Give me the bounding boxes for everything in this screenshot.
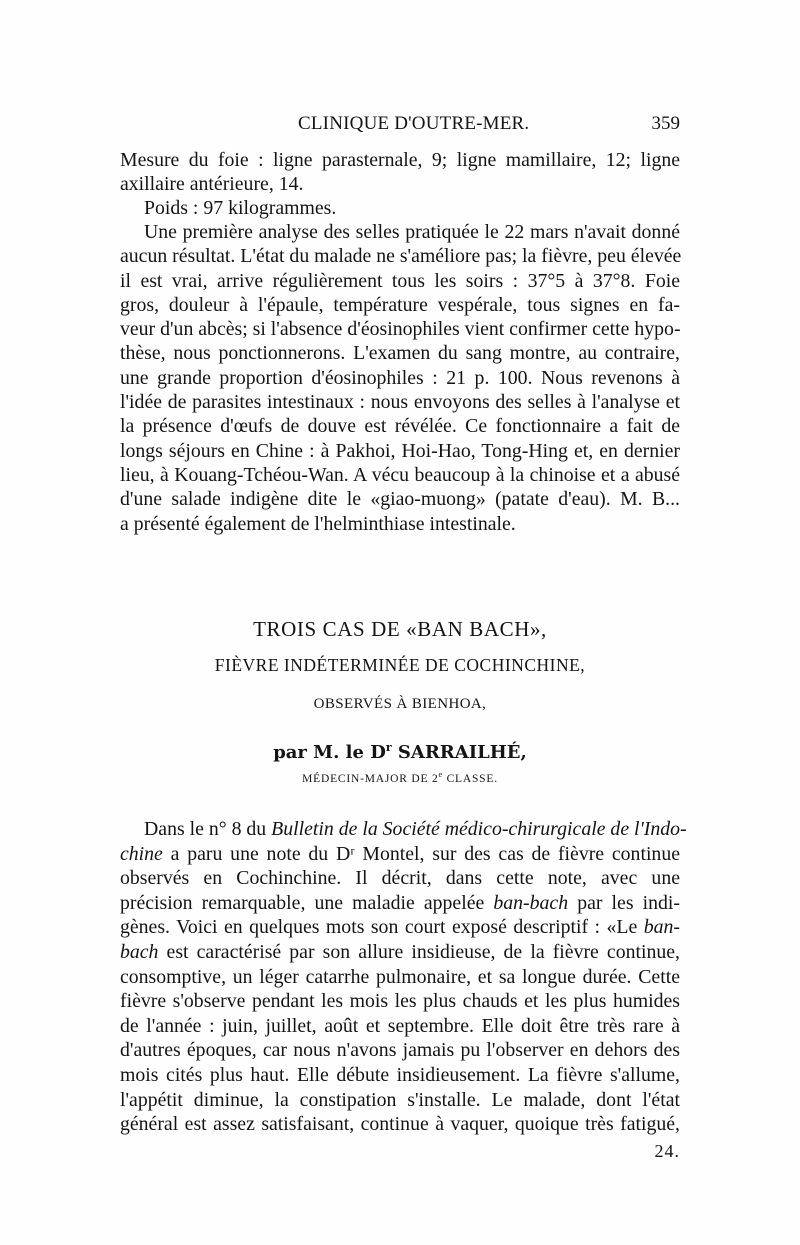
paragraph-weight: [120, 196, 680, 220]
paragraph-analysis: [120, 220, 680, 536]
text-line: [120, 1112, 680, 1137]
text-line: une grande proportion d'éosinophiles : 21 p. 100. Nous revenons à: [120, 366, 680, 389]
text-line: veur d'un abcès; si l'absence d'éosinophiles vient confirmer cette hypo-: [120, 318, 681, 341]
text-run: l'appétit diminue, la constipation s'installe. Le malade, dont l'état: [120, 1088, 680, 1111]
text-line: gros, douleur à l'épaule, température vespérale, tous signes en fa-: [120, 293, 680, 316]
text-run: observés en Cochinchine. Il décrit, dans cette note, avec une: [120, 867, 680, 890]
author-prefix: par M. le D: [273, 742, 386, 763]
author-sup: r: [385, 741, 392, 754]
author-name: SARRAILHÉ,: [391, 742, 527, 763]
article-title: TROIS CAS DE «BAN BACH»,: [253, 617, 547, 641]
text-line: [120, 965, 680, 990]
text-run: fièvre s'observe pendant les mois les plus chauds et les plus humides: [120, 990, 680, 1013]
text-line: [120, 1088, 680, 1113]
text-line: [120, 842, 680, 867]
text-run: a paru une note du Dʳ Montel, sur des cas de fièvre continue: [162, 842, 680, 865]
article-subtitle: FIÈVRE INDÉTERMINÉE DE COCHINCHINE,: [214, 655, 586, 675]
text-run: de l'année : juin, juillet, août et septembre. Elle doit être très rare à: [120, 1014, 680, 1037]
text-line: [120, 1038, 680, 1063]
running-head: [120, 113, 680, 139]
rank-prefix: MÉDECIN-MAJOR DE 2: [302, 772, 439, 785]
text-line: d'une salade indigène dite le «giao-muong» (patate d'eau). M. B...: [120, 488, 680, 511]
text-line: [120, 1063, 680, 1088]
signature-mark: 24.: [654, 1141, 680, 1161]
text-line: lieu, à Kouang-Tchéou-Wan. A vécu beaucoup à la chinoise et a abusé: [120, 463, 680, 486]
text-run: est caractérisé par son allure insidieuse, de la fièvre continue,: [158, 940, 680, 963]
text-line: [120, 866, 680, 891]
text-line: [120, 915, 680, 940]
text-line: [120, 989, 680, 1014]
rank-sup: e: [438, 770, 443, 779]
page-number: 359: [651, 113, 680, 134]
article-location: OBSERVÉS À BIENHOA,: [313, 696, 487, 712]
text-line: [120, 940, 680, 965]
text-line: [120, 1014, 680, 1039]
text-line: la présence d'œufs de douve est révélée. Ce fonctionnaire a fait de: [120, 415, 680, 438]
text-run: Dans le n° 8 du: [144, 818, 272, 840]
text-run: général est assez satisfaisant, continue à vaquer, quoique très fatigué,: [120, 1113, 680, 1136]
text-line: Une première analyse des selles pratiquée le 22 mars n'avait donné: [144, 221, 680, 243]
text-run: mois cités plus haut. Elle débute insidieusement. La fièvre s'allume,: [120, 1063, 680, 1086]
text-line: thèse, nous ponctionnerons. L'examen du sang montre, au contraire,: [120, 342, 680, 365]
text-line: Mesure du foie : ligne parasternale, 9; ligne mamillaire, 12; ligne: [120, 149, 680, 171]
italic-run: chine: [120, 842, 163, 865]
text-run: précision remarquable, une maladie appelée: [120, 891, 494, 914]
text-run: par les indi-: [568, 891, 680, 914]
text-line: axillaire antérieure, 14.: [120, 173, 304, 196]
paragraph-article-body: [120, 817, 687, 1137]
italic-run: bach: [120, 940, 159, 963]
text-run: gènes. Voici en quelques mots son court exposé descriptif : «Le: [120, 916, 644, 939]
text-line: longs séjours en Chine : à Pakhoi, Hoi-Hao, Tong-Hing et, en dernier: [120, 439, 680, 462]
text-line: a présenté également de l'helminthiase intestinale.: [120, 512, 516, 535]
author-rank: [120, 770, 680, 785]
text-line: Poids : 97 kilogrammes.: [144, 197, 337, 219]
article-author: [120, 741, 680, 763]
text-line: aucun résultat. L'état du malade ne s'améliore pas; la fièvre, peu élevée: [120, 245, 682, 268]
paragraph-liver-measure: [120, 148, 680, 197]
rank-suffix: CLASSE.: [442, 772, 498, 785]
text-line: [120, 817, 687, 842]
text-line: [120, 891, 680, 916]
italic-run: ban-bach: [493, 891, 569, 914]
text-run: consomptive, un léger catarrhe pulmonaire, et sa longue durée. Cette: [120, 965, 680, 988]
text-line: il est vrai, arrive régulièrement tous les soirs : 37°5 à 37°8. Foie: [120, 269, 680, 292]
text-run: d'autres époques, car nous n'avons jamais pu l'observer en dehors des: [120, 1039, 680, 1062]
italic-run: Bulletin de la Société médico-chirurgicale de l'Indo-: [271, 818, 687, 840]
italic-run: ban-: [643, 916, 680, 939]
running-head-title: CLINIQUE D'OUTRE-MER.: [298, 113, 530, 134]
text-line: l'idée de parasites intestinaux : nous envoyons des selles à l'analyse et: [120, 391, 680, 414]
